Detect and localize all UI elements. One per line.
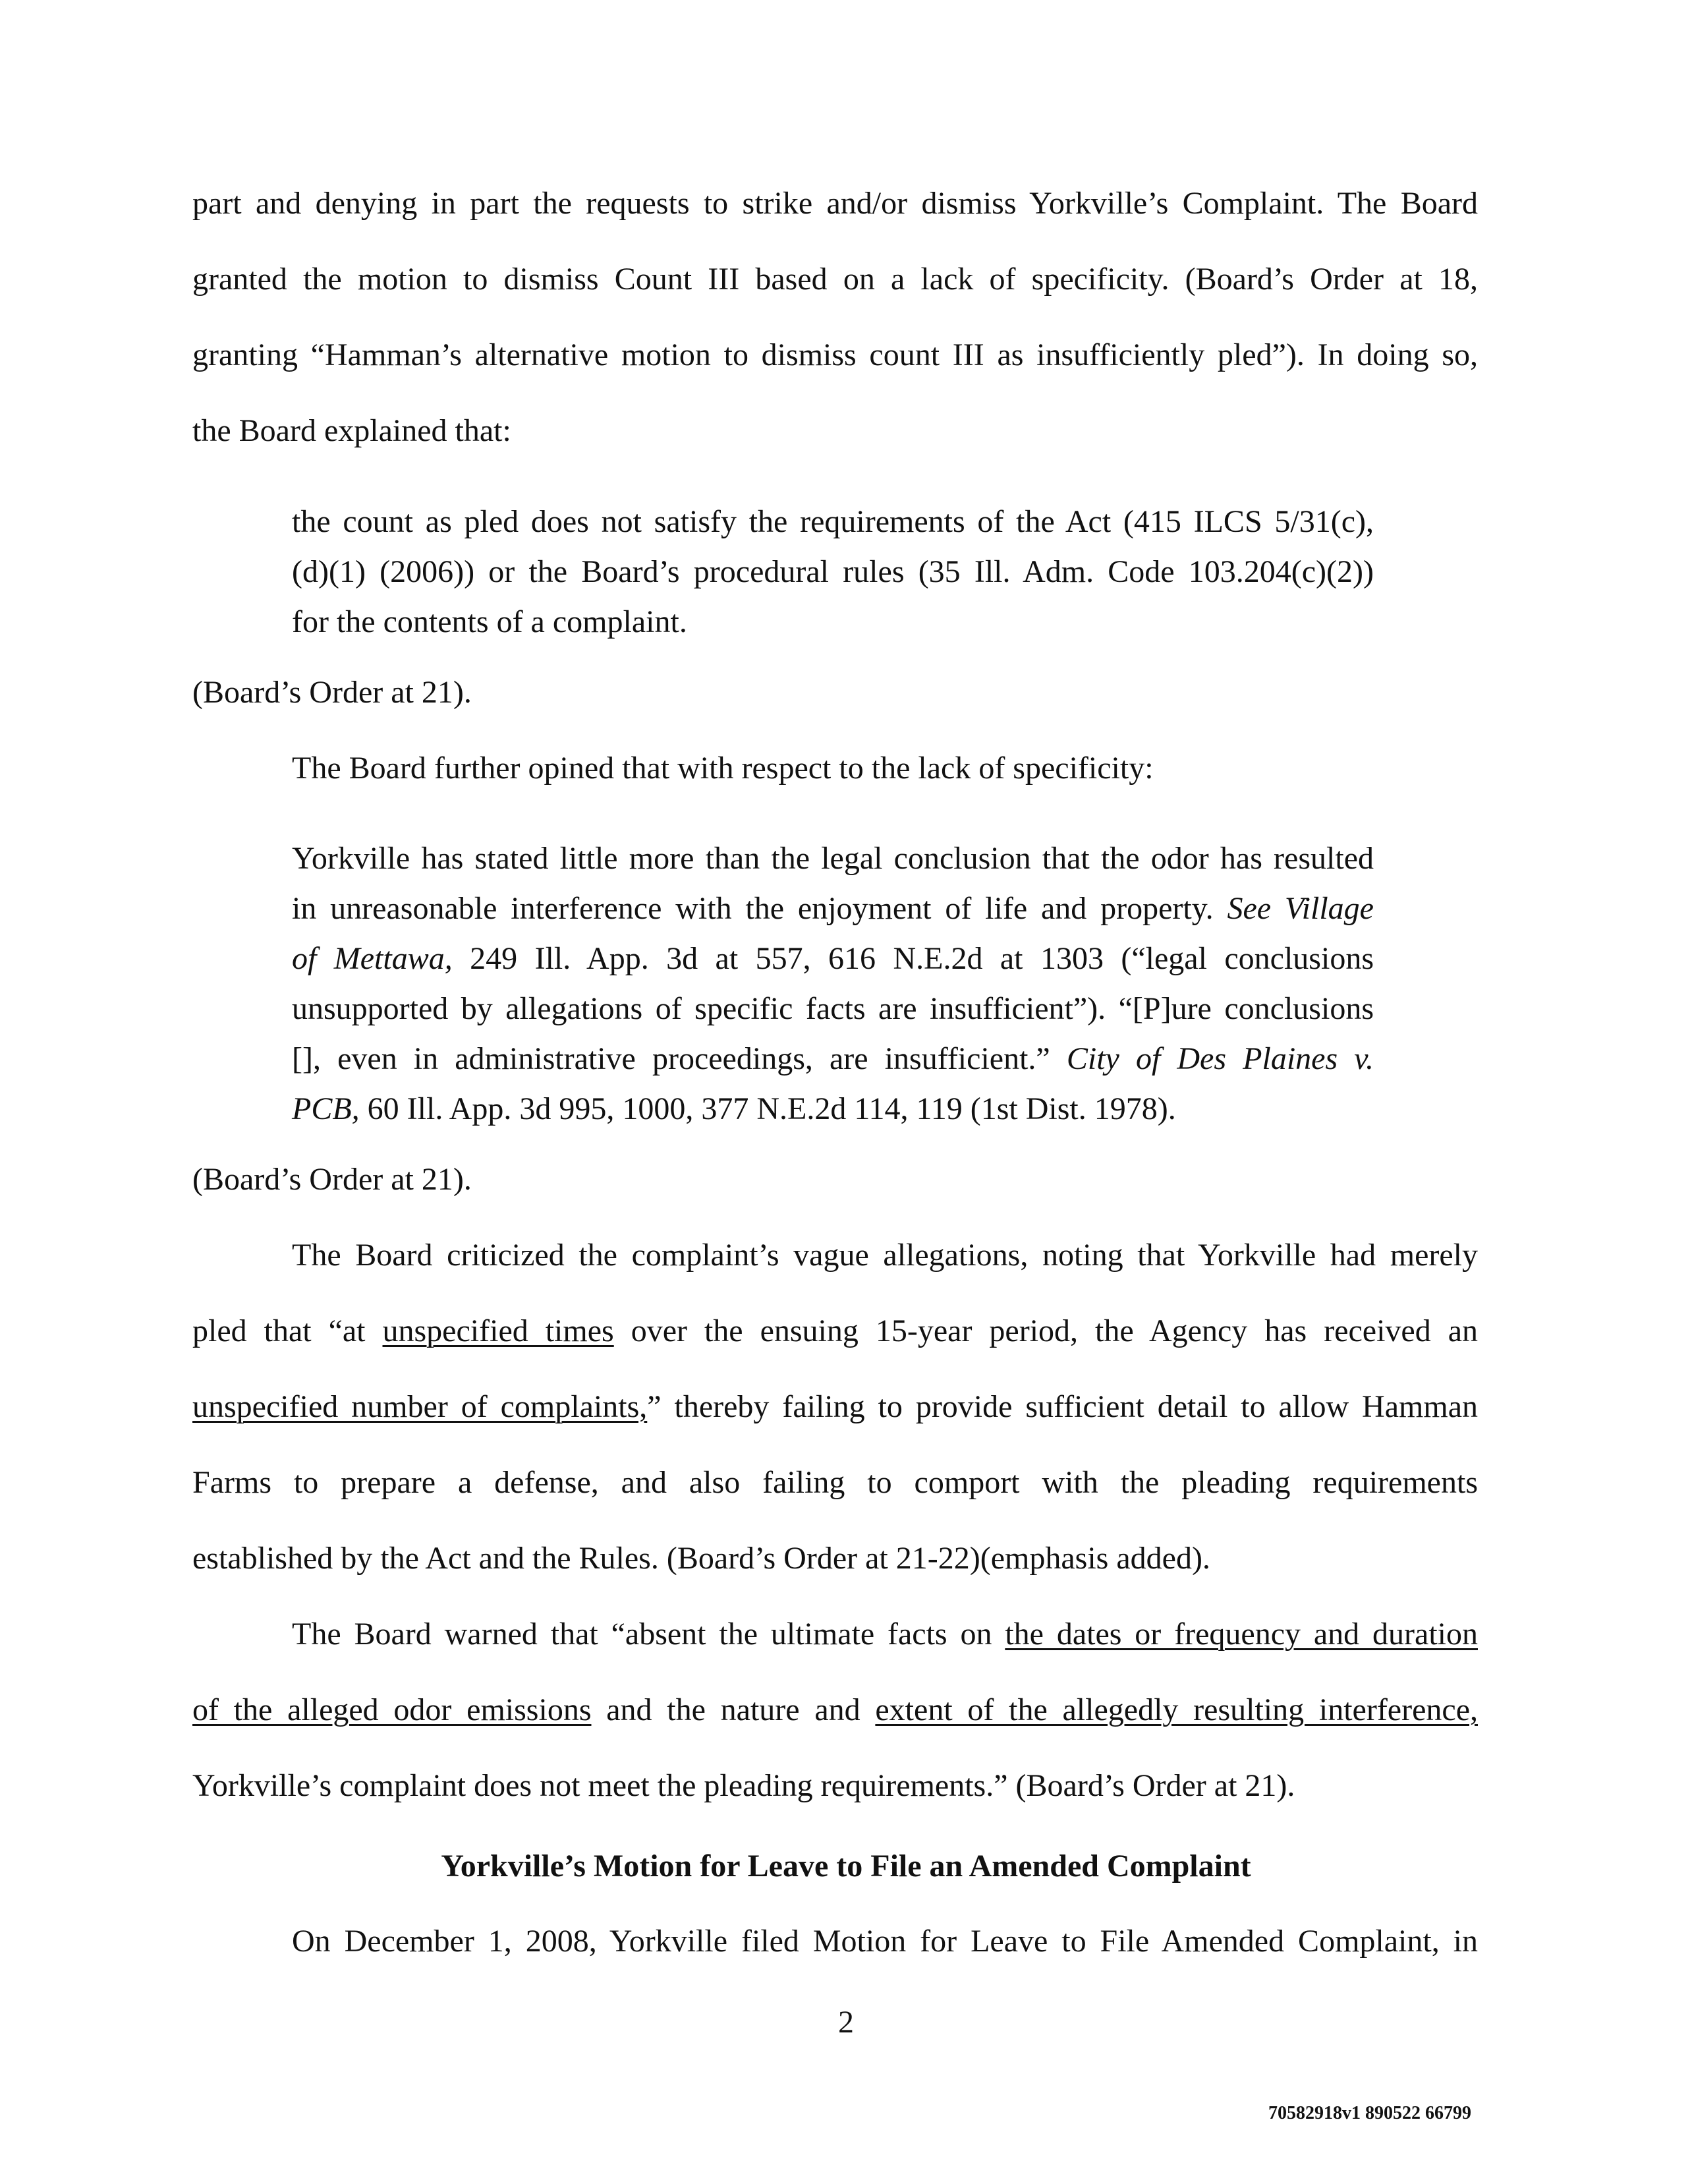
citation: (Board’s Order at 21). bbox=[192, 1162, 472, 1197]
quote-line bbox=[292, 940, 1374, 978]
page-number: 2 bbox=[838, 2005, 854, 2040]
paragraph-line: The Board criticized the complaint’s vague allegations, noting that Yorkville had merely bbox=[292, 1238, 1478, 1273]
quote-text: 60 Ill. App. 3d 995, 1000, 377 N.E.2d 114, 119 (1st Dist. 1978). bbox=[359, 1091, 1176, 1126]
quote-line: the count as pled does not satisfy the requirements of the Act (415 ILCS 5/31(c), bbox=[292, 504, 1374, 539]
quote-text: [], even in administrative proceedings, are insufficient.” bbox=[292, 1041, 1067, 1076]
quote-line bbox=[292, 890, 1374, 928]
paragraph-line: the Board explained that: bbox=[192, 413, 511, 448]
paragraph-line bbox=[192, 1691, 1478, 1729]
emphasis-text: unspecified number of complaints, bbox=[192, 1389, 648, 1424]
case-name: City of Des Plaines v. bbox=[1066, 1041, 1374, 1076]
paragraph-line: granted the motion to dismiss Count III based on a lack of specificity. (Board’s Order at 18, bbox=[192, 262, 1478, 297]
paragraph-text: The Board warned that “absent the ultimate facts on bbox=[292, 1617, 1005, 1652]
paragraph-line: On December 1, 2008, Yorkville filed Motion for Leave to File Amended Complaint, in bbox=[292, 1924, 1478, 1959]
quote-line: (d)(1) (2006)) or the Board’s procedural rules (35 Ill. Adm. Code 103.204(c)(2)) bbox=[292, 554, 1374, 589]
paragraph-line: Farms to prepare a defense, and also failing to comport with the pleading requirements bbox=[192, 1465, 1478, 1500]
quote-line: Yorkville has stated little more than the legal conclusion that the odor has resulted bbox=[292, 841, 1374, 876]
paragraph-text: over the ensuing 15-year period, the Agency has received an bbox=[613, 1313, 1479, 1348]
emphasis-text: of the alleged odor emissions bbox=[192, 1692, 592, 1727]
paragraph-line: The Board further opined that with respect to the lack of specificity: bbox=[292, 751, 1154, 786]
emphasis-text: extent of the allegedly resulting interference, bbox=[875, 1692, 1479, 1727]
paragraph-text: ” thereby failing to provide sufficient detail to allow Hamman bbox=[647, 1389, 1478, 1424]
quote-text: in unreasonable interference with the enjoyment of life and property. bbox=[292, 891, 1227, 926]
case-name: of Mettawa, bbox=[292, 941, 453, 976]
quote-line bbox=[292, 1040, 1374, 1078]
paragraph-line bbox=[192, 1312, 1478, 1350]
document-id-footer: 70582918v1 890522 66799 bbox=[1268, 2103, 1471, 2123]
paragraph-line bbox=[292, 1615, 1478, 1653]
case-name: PCB, bbox=[292, 1091, 360, 1126]
quote-text: 249 Ill. App. 3d at 557, 616 N.E.2d at 1303 (“legal conclusions bbox=[452, 941, 1374, 976]
quote-line: for the contents of a complaint. bbox=[292, 604, 687, 639]
paragraph-text: and the nature and bbox=[591, 1692, 876, 1727]
paragraph-text: pled that “at bbox=[192, 1313, 383, 1348]
paragraph-line: Yorkville’s complaint does not meet the pleading requirements.” (Board’s Order at 21). bbox=[192, 1768, 1295, 1803]
emphasis-text: the dates or frequency and duration bbox=[1005, 1617, 1478, 1652]
paragraph-line: granting “Hamman’s alternative motion to dismiss count III as insufficiently pled”). In doing so, bbox=[192, 337, 1478, 372]
quote-line bbox=[292, 1090, 1374, 1128]
quote-line: unsupported by allegations of specific facts are insufficient”). “[P]ure conclusions bbox=[292, 991, 1374, 1026]
emphasis-text: unspecified times bbox=[382, 1313, 614, 1348]
citation: (Board’s Order at 21). bbox=[192, 675, 472, 710]
section-heading: Yorkville’s Motion for Leave to File an Amended Complaint bbox=[441, 1849, 1251, 1883]
paragraph-line: established by the Act and the Rules. (Board’s Order at 21-22)(emphasis added). bbox=[192, 1541, 1210, 1576]
paragraph-line bbox=[192, 1388, 1478, 1426]
paragraph-line: part and denying in part the requests to strike and/or dismiss Yorkville’s Complaint. The Board bbox=[192, 186, 1478, 221]
case-name: See Village bbox=[1227, 891, 1374, 926]
